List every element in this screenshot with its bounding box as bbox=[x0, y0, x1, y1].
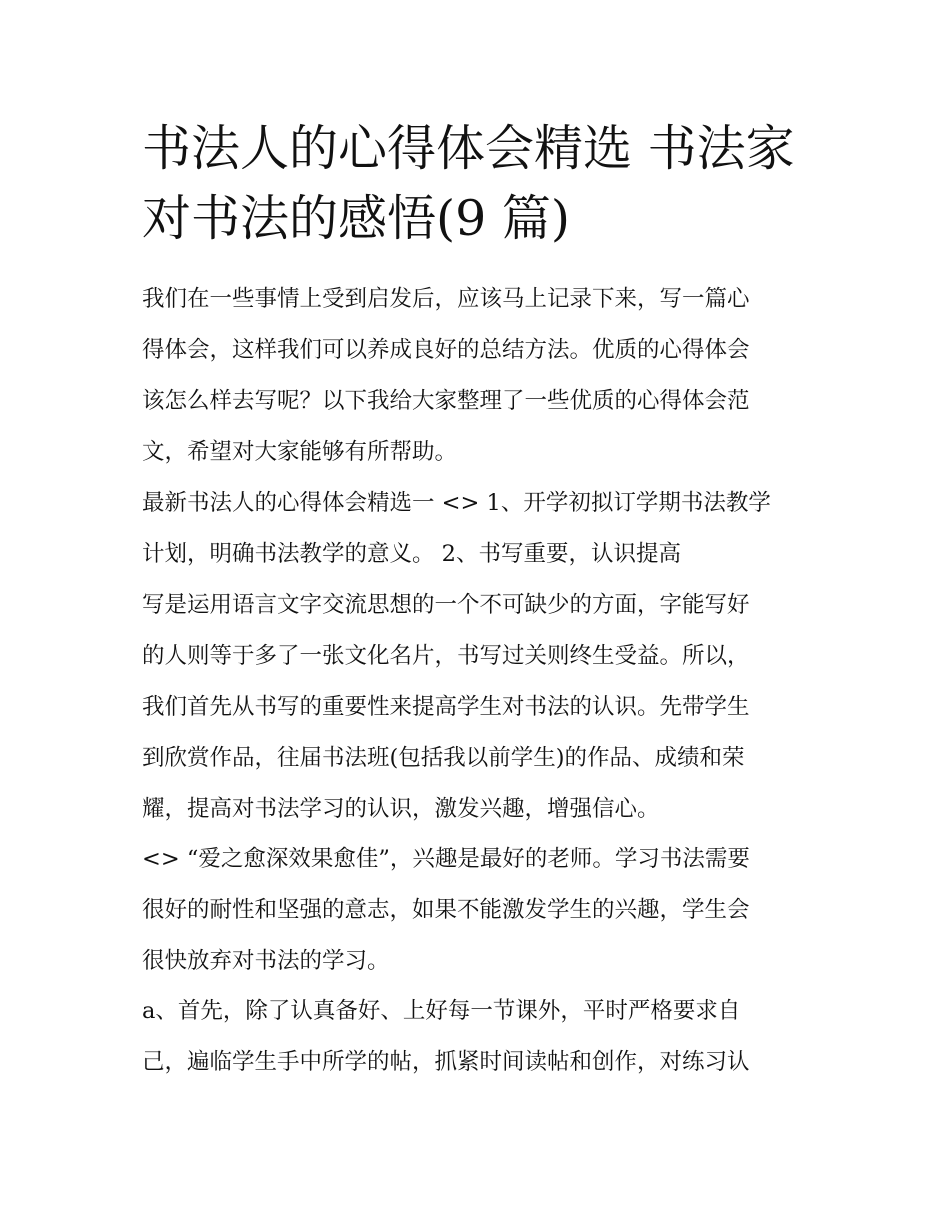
paragraph-line: 得体会，这样我们可以养成良好的总结方法。优质的心得体会 bbox=[142, 337, 750, 363]
paragraph-first-step bbox=[142, 986, 822, 1088]
paragraph-line: 写是运用语言文字交流思想的一个不可缺少的方面，字能写好 bbox=[142, 592, 750, 618]
document-title bbox=[142, 114, 832, 254]
paragraph-line: 我们在一些事情上受到启发后，应该马上记录下来，写一篇心 bbox=[142, 286, 750, 312]
paragraph-intro bbox=[142, 274, 822, 478]
paragraph-line: 我们首先从书写的重要性来提高学生对书法的认识。先带学生 bbox=[142, 694, 750, 720]
paragraph-line: 最新书法人的心得体会精选一 <> 1、开学初拟订学期书法教学 bbox=[142, 490, 771, 516]
paragraph-line: 己，遍临学生手中所学的帖，抓紧时间读帖和创作，对练习认 bbox=[142, 1049, 750, 1075]
paragraph-line: 很好的耐性和坚强的意志，如果不能激发学生的兴趣，学生会 bbox=[142, 897, 750, 923]
paragraph-line: 计划，明确书法教学的意义。 2、书写重要，认识提高 bbox=[142, 541, 681, 567]
paragraph-line: 耀，提高对书法学习的认识，激发兴趣，增强信心。 bbox=[142, 796, 660, 822]
title-line: 书法人的心得体会精选 书法家 bbox=[142, 120, 795, 177]
paragraph-line: a、首先，除了认真备好、上好每一节课外，平时严格要求自 bbox=[142, 998, 741, 1024]
paragraph-line: 的人则等于多了一张文化名片，书写过关则终生受益。所以， bbox=[142, 643, 750, 669]
paragraph-interest bbox=[142, 834, 822, 987]
paragraph-line: 该怎么样去写呢？以下我给大家整理了一些优质的心得体会范 bbox=[142, 388, 750, 414]
paragraph-line: 很快放弃对书法的学习。 bbox=[142, 948, 390, 974]
title-line: 对书法的感悟(9 篇) bbox=[142, 190, 570, 247]
paragraph-section-one bbox=[142, 478, 822, 580]
paragraph-line: 文，希望对大家能够有所帮助。 bbox=[142, 439, 458, 465]
paragraph-line: <> “爱之愈深效果愈佳”，兴趣是最好的老师。学习书法需要 bbox=[142, 846, 750, 872]
paragraph-line: 到欣赏作品，往届书法班(包括我以前学生)的作品、成绩和荣 bbox=[142, 745, 745, 771]
paragraph-writing-importance bbox=[142, 580, 822, 835]
